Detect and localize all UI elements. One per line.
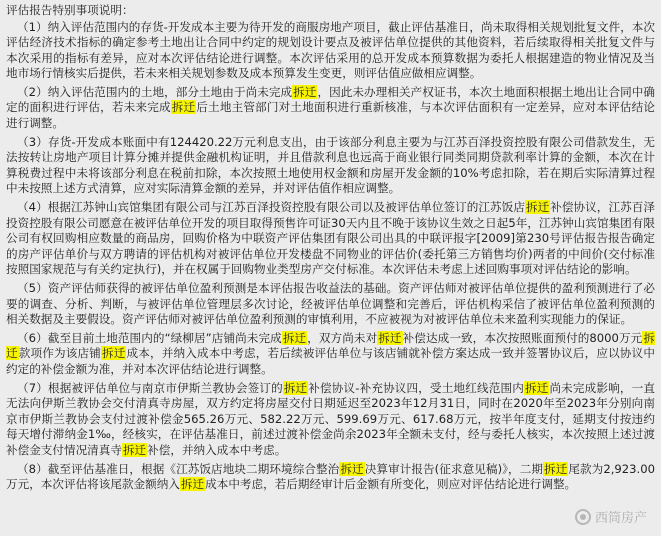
highlighted-term: 拆迁 (378, 330, 402, 345)
highlighted-term: 拆迁 (524, 380, 549, 395)
highlighted-term: 拆迁 (180, 477, 205, 492)
paragraph-6: （6）截至目前土地范围内的“绿柳居”店铺尚未完成拆迁，双方尚未对拆迁补偿达成一致，本次按照账面预付的8000万元拆迁款项作为该店铺拆迁成本，并纳入成本中考虑，若后续被评估单位与该店铺就补偿方案达成一致并签署协议后，应以协议中约定的补偿金额为准，并对本次评估结论进行调整。 (6, 330, 655, 376)
highlighted-term: 拆迁 (122, 442, 147, 457)
highlighted-term: 拆迁 (282, 330, 307, 345)
paragraph-5: （5）资产评估师获得的被评估单位盈利预测是本评估报告收益法的基础。资产评估师对被评估单位提供的盈利预测进行了必要的调查、分析、判断，与被评估单位管理层多次讨论，经被评估单位调整和完善后，评估机构采信了被评估单位盈利预测的相关数据及主要假设。资产评估师对被评估单位盈利预测的审慎利用，不应被视为对被评估单位未来盈利实现能力的保证。 (6, 281, 655, 327)
paragraph-4: （4）根据江苏钟山宾馆集团有限公司与江苏百泽投资控股有限公司以及被评估单位签订的江苏饭店拆迁补偿协议，江苏百泽投资控股有限公司愿意在被评估单位开发的项目取得预售许可证30天内且不晚于该协议生效之日起5年，江苏钟山宾馆集团有限公司有权回购相应数量的商品房，回购价格为中联资产评估集团有限公司出具的中联评报字[2009]第230号评估报告报告确定的房产评估单价与双方聘请的评估机构对被评估单位开发楼盘不同物业的评估价(委托第三方销售均价)两者的中间价(交付标准按照国家规范与有关约定执行)，并在权属于回购物业类型房产交付标准。本次评估未考虑上述回购事项对评估结论的影响。 (6, 200, 655, 277)
highlighted-term: 拆迁 (340, 461, 364, 476)
highlighted-term: 拆迁 (293, 84, 317, 99)
highlighted-term: 拆迁 (171, 100, 196, 115)
section-heading: 评估报告特别事项说明： (6, 3, 134, 17)
highlighted-term: 拆迁 (101, 346, 126, 361)
paragraph-3: （3）存货-开发成本账面中有124420.22万元利息支出，由于该部分利息主要为与江苏百泽投资控股有限公司借款发生，无法按转让房地产项目计算分摊并提供金融机构证明，并且借款利息也远高于商业银行同类同期贷款利率计算的金额，本次在计算税费过程中未将该部分利息在税前扣除，本次按照土地使用权金额和房屋开发金额的10%考虑扣除，若在期后实际清算过程中未按照上述方式清算，应对实际清算金额的差异，并对评估值作相应调整。 (6, 134, 655, 196)
highlighted-term: 拆迁 (544, 461, 568, 476)
paragraph-1: （1）纳入评估范围内的存货-开发成本主要为待开发的商服房地产项目，截止评估基准日，尚未取得相关规划批复文件，本次评估经济技术指标的确定参考土地出让合同中约定的规划设计要点及被评估单位提供的其他资料，若后续取得相关批复文件与本次采用的指标有差异，应对本次评估结论进行调整。本次评估采用的总开发成本预算数据为委托人根据建造的物业情况及当地市场行情核实后提供，若未来相关规划参数及成本预算发生变更，则评估值应做相应调整。 (6, 19, 655, 81)
paragraph-8: （8）截至评估基准日，根据《江苏饭店地块二期环境综合整治拆迁决算审计报告(征求意见稿)》，二期拆迁尾款为2,923.00万元，本次评估将该尾款金额纳入拆迁成本中考虑，若后期经审计后金额有所变化，则应对评估结论进行调整。 (6, 461, 655, 492)
paragraph-2: （2）纳入评估范围内的土地，部分土地由于尚未完成拆迁，因此未办理相关产权证书，本次土地面积根据土地出让合同中确定的面积进行评估，若未来完成拆迁后土地主管部门对土地面积进行重新核准，与本次评估面积有一定差异，应对本评估结论进行调整。 (6, 84, 655, 131)
watermark (575, 507, 647, 526)
paragraph-7: （7）根据被评估单位与南京市伊斯兰教协会签订的拆迁补偿协议-补充协议四，受土地红线范围内拆迁尚未完成影响，一直无法向伊斯兰教协会交付清真寺房屋，双方约定将房屋交付日期延迟至2023年12月31日，同时在2020年至2023年分别向南京市伊斯兰教协会支付过渡补偿金565.26万元、582.22万元、599.69万元、617.68万元，按半年度支付，延期支付按违约每天增付滞纳金1‰，经核实，在评估基准日，前述过渡补偿金尚余2023年全额未支付，经与委托人核实，本次按照上述过渡补偿金支付情况清真寺拆迁补偿，并纳入成本中考虑。 (6, 380, 655, 457)
watermark-text: 西筒房产 (594, 511, 647, 526)
highlighted-term: 拆迁 (283, 380, 308, 395)
highlighted-term: 拆迁 (525, 200, 550, 215)
highlighted-term: 拆迁 (6, 330, 655, 361)
watermark-logo-icon (575, 509, 591, 525)
paragraph-list (6, 20, 655, 493)
